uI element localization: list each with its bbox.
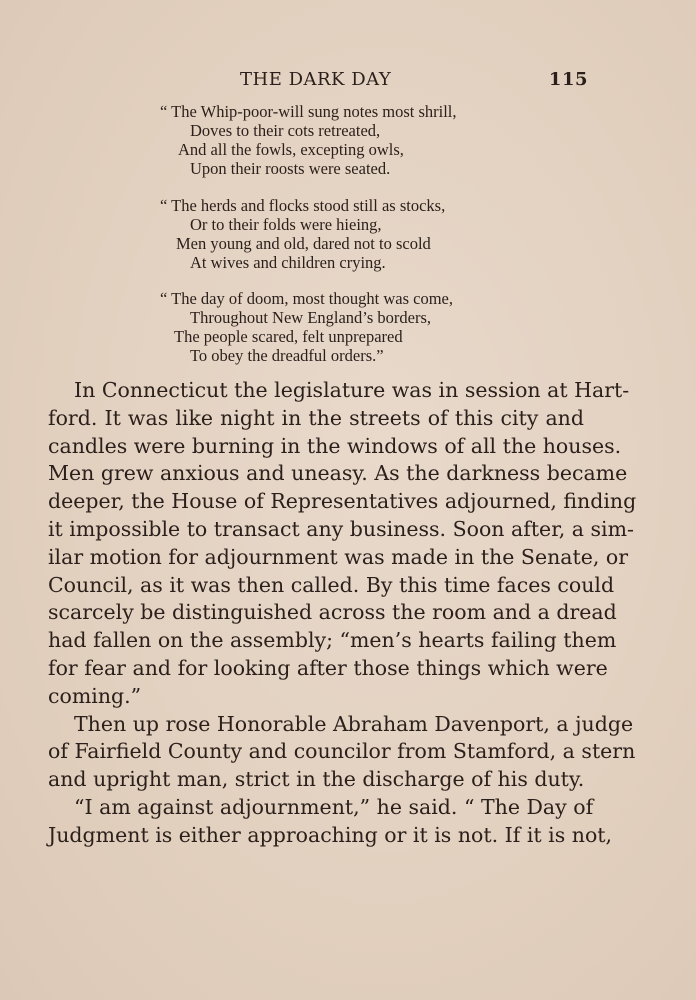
text-line: scarcely be distinguished across the room and a dread: [48, 600, 617, 625]
poem-line: Or to their folds were hieing,: [190, 215, 382, 234]
text-line: deeper, the House of Representatives adjourned, finding: [48, 489, 637, 514]
text-line: Council, as it was then called. By this time faces could: [48, 572, 615, 597]
poem-line: And all the fowls, excepting owls,: [178, 140, 404, 159]
poem-line: The people scared, felt unprepared: [174, 327, 403, 346]
page-number: 115: [548, 69, 588, 90]
poem-line: “ The Whip-poor-will sung notes most shrill,: [160, 102, 457, 121]
text-line: for fear and for looking after those things which were: [48, 655, 608, 680]
poem-line: To obey the dreadful orders.”: [190, 346, 384, 365]
text-line: In Connecticut the legislature was in session at Hart-: [74, 378, 630, 402]
body-text: [48, 377, 637, 850]
text-line: ilar motion for adjournment was made in the Senate, or: [48, 544, 629, 569]
text-line: “I am against adjournment,” he said. “ The Day of: [74, 794, 594, 819]
running-head: [48, 69, 588, 93]
text-line: ford. It was like night in the streets of this city and: [48, 405, 584, 430]
poem-line: “ The day of doom, most thought was come,: [160, 289, 453, 308]
poem-line: Upon their roosts were seated.: [190, 159, 391, 178]
text-line: coming.”: [48, 683, 142, 708]
poem-stanza-2: [160, 196, 580, 272]
poem-stanza-3: [160, 289, 580, 365]
text-line: Then up rose Honorable Abraham Davenport, a judge: [74, 711, 634, 736]
text-line: of Fairfield County and councilor from Stamford, a stern: [48, 739, 636, 764]
poem-stanza-1: [160, 102, 580, 178]
text-line: Judgment is either approaching or it is not. If it is not,: [48, 822, 613, 847]
text-line: had fallen on the assembly; “men’s hearts failing them: [48, 628, 617, 653]
poem-line: Throughout New England’s borders,: [190, 308, 432, 327]
text-line: it impossible to transact any business. Soon after, a sim-: [48, 516, 634, 541]
poem-line: Men young and old, dared not to scold: [176, 234, 431, 253]
poem-line: “ The herds and flocks stood still as stocks,: [160, 196, 446, 215]
poem-line: At wives and children crying.: [190, 253, 386, 272]
poem-line: Doves to their cots retreated,: [190, 121, 381, 140]
text-line: and upright man, strict in the discharge of his duty.: [48, 767, 585, 792]
text-line: Men grew anxious and uneasy. As the darkness became: [48, 461, 628, 486]
text-line: candles were burning in the windows of all the houses.: [48, 433, 622, 458]
running-head-title: THE DARK DAY: [240, 69, 392, 90]
